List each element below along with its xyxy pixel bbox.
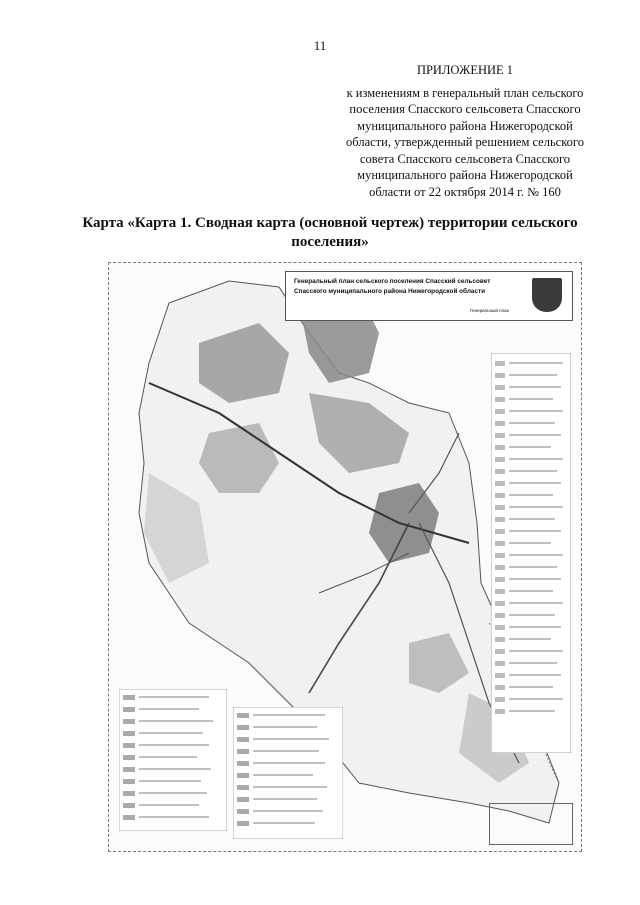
- document-heading: [60, 214, 600, 252]
- map-legend-bottom-left: [119, 689, 227, 831]
- heading-line-1: Карта «Карта 1. Сводная карта (основной чертеж) территории сельского: [82, 215, 578, 231]
- appendix-line: муниципального района Нижегородской: [357, 168, 573, 182]
- map-title-box: [285, 271, 573, 321]
- title-block-stamp: [489, 803, 573, 845]
- coat-of-arms-icon: [532, 278, 562, 312]
- heading-line-2: поселения»: [291, 234, 369, 250]
- page-number: 11: [313, 38, 327, 53]
- appendix-line: поселения Спасского сельсовета Спасского: [349, 102, 581, 116]
- appendix-line: муниципального района Нижегородской: [357, 118, 573, 133]
- map-plan-label: Генеральный план: [470, 308, 510, 313]
- appendix-line: области от 22 октября 2014 г. № 160: [369, 184, 561, 199]
- appendix-line: к изменениям в генеральный план сельского: [346, 85, 584, 100]
- appendix-block: [330, 62, 600, 200]
- appendix-line: области, утвержденный решением сельского: [346, 135, 584, 149]
- map-legend-bottom-center: [233, 707, 343, 839]
- map-legend: [491, 353, 571, 753]
- appendix-line: совета Спасского сельсовета Спасского: [359, 151, 571, 166]
- appendix-title: ПРИЛОЖЕНИЕ 1: [416, 63, 514, 77]
- map-image: [108, 262, 582, 852]
- map-title-line-1: Генеральный план сельского поселения Спасский сельсовет: [294, 278, 491, 285]
- map-title-line-2: Спасского муниципального района Нижегородской области: [294, 288, 486, 295]
